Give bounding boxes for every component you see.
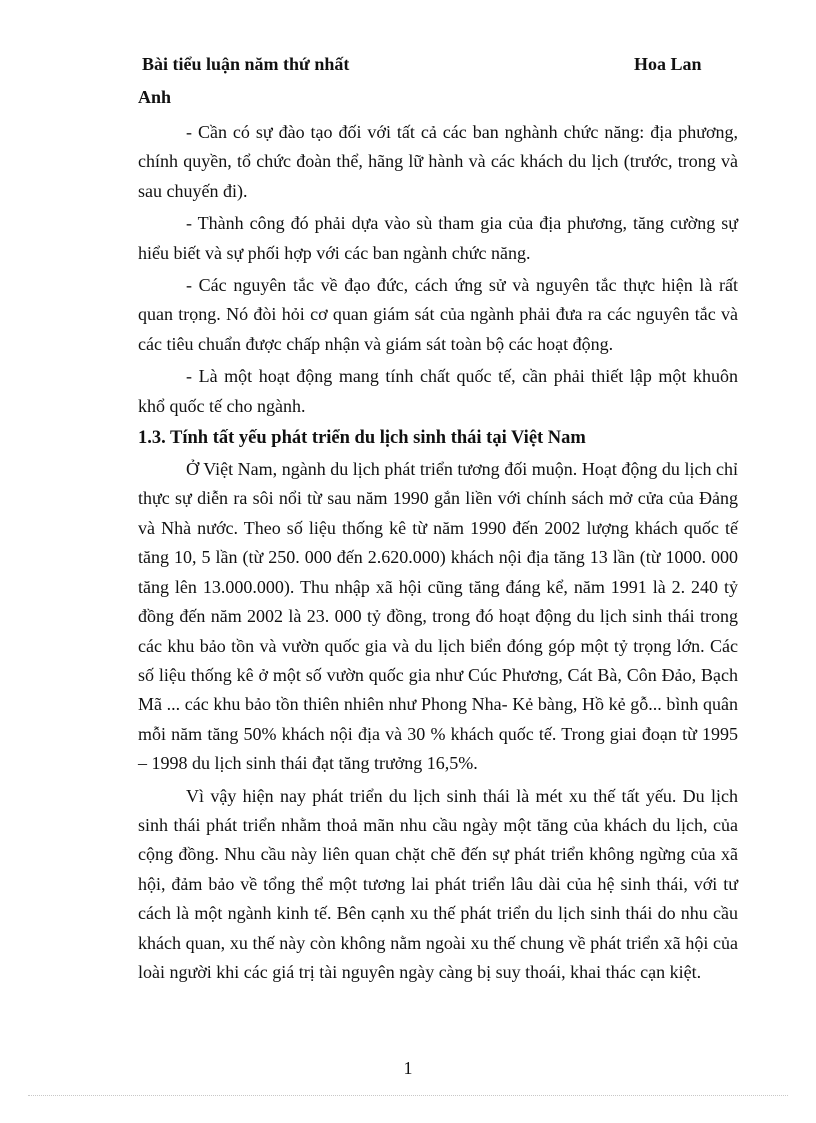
document-body bbox=[138, 118, 738, 990]
header-title: Bài tiểu luận năm thứ nhất bbox=[142, 54, 350, 74]
footer-divider bbox=[28, 1095, 788, 1096]
header-author: Hoa Lan bbox=[634, 54, 702, 74]
paragraph-ecotourism-trend: Vì vậy hiện nay phát triển du lịch sinh thái là mét xu thế tất yếu. Du lịch sinh thái phát triển nhằm thoả mãn nhu cầu ngày một tăng của khách du lịch, của cộng đồng. Nhu cầu này liên quan chặt chẽ đến sự phát triển không ngừng của xã hội, đảm bảo về tổng thể một tương lai phát triển lâu dài của hệ sinh thái, với tư cách là một ngành kinh tế. Bên cạnh xu thế phát triển du lịch sinh thái do nhu cầu khách quan, xu thế này còn không nằm ngoài xu thế chung về phát triển xã hội của loài người khi các giá trị tài nguyên ngày càng bị suy thoái, khai thác cạn kiệt. bbox=[138, 785, 738, 982]
section-heading: 1.3. Tính tất yếu phát triển du lịch sinh thái tại Việt Nam bbox=[138, 428, 586, 449]
header-author-continued: Anh bbox=[138, 87, 172, 107]
paragraph-ethics-principles: - Các nguyên tắc về đạo đức, cách ứng sử và nguyên tắc thực hiện là rất quan trọng. Nó đòi hỏi cơ quan giám sát của ngành phải đưa ra các nguyên tắc và các tiêu chuẩn được chấp nhận và giám sát toàn bộ các hoạt động. bbox=[138, 275, 738, 354]
page-number: 1 bbox=[403, 1058, 413, 1078]
paragraph-international-framework: - Là một hoạt động mang tính chất quốc tế, cần phải thiết lập một khuôn khổ quốc tế cho ngành. bbox=[138, 366, 738, 416]
paragraph-training: - Cần có sự đào tạo đối với tất cả các ban nghành chức năng: địa phương, chính quyền, tổ chức đoàn thể, hãng lữ hành và các khách du lịch (trước, trong và sau chuyến đi). bbox=[138, 122, 738, 201]
paragraph-vietnam-tourism: Ở Việt Nam, ngành du lịch phát triển tương đối muộn. Hoạt động du lịch chỉ thực sự diễn ra sôi nổi từ sau năm 1990 gắn liền với chính sách mở cửa của Đảng và Nhà nước. Theo số liệu thống kê từ năm 1990 đến 2002 lượng khách quốc tế tăng 10, 5 lần (từ 250. 000 đến 2.620.000) khách nội địa tăng 13 lần (từ 1000. 000 tăng lên 13.000.000). Thu nhập xã hội cũng tăng đáng kể, năm 1991 là 2. 240 tỷ đồng đến năm 2002 là 23. 000 tỷ đồng, trong đó hoạt động du lịch sinh thái trong các khu bảo tồn và vườn quốc gia và du lịch biển đóng góp một tỷ trọng lớn. Các số liệu thống kê ở một số vườn quốc gia như Cúc Phương, Cát Bà, Côn Đảo, Bạch Mã ... các khu bảo tồn thiên nhiên như Phong Nha- Kẻ bàng, Hồ kẻ gỗ... bình quân mỗi năm tăng 50% khách nội địa và 30 % khách quốc tế. Trong giai đoạn từ 1995 – 1998 du lịch sinh thái đạt tăng trưởng 16,5%. bbox=[138, 459, 738, 774]
paragraph-local-participation: - Thành công đó phải dựa vào sù tham gia của địa phương, tăng cường sự hiểu biết và sự phối hợp với các ban ngành chức năng. bbox=[138, 213, 738, 263]
